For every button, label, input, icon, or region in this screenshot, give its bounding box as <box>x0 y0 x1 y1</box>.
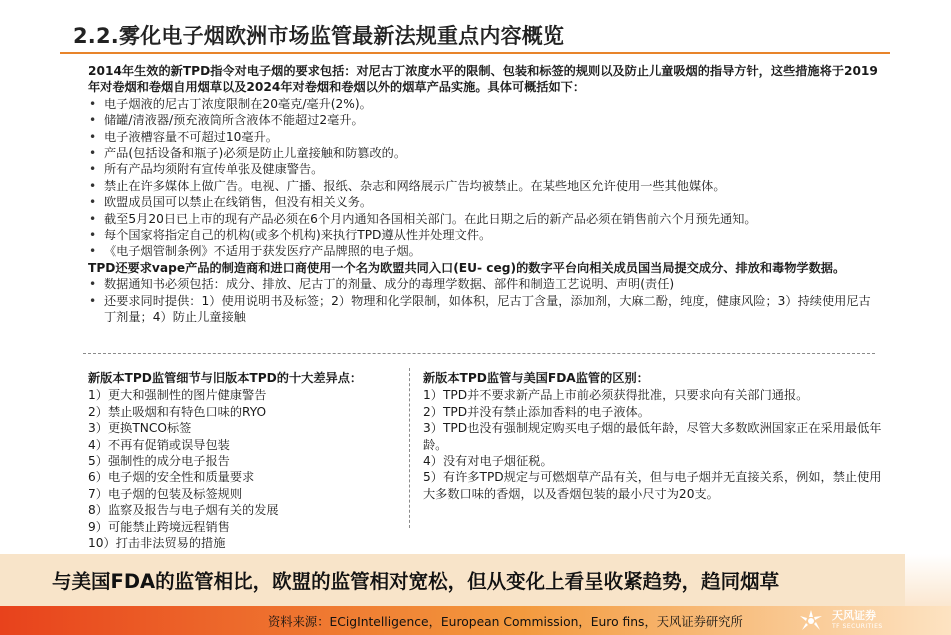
list-item: 1）TPD并不要求新产品上市前必须获得批准，只要求向有关部门通报。 <box>423 388 809 403</box>
list-item: • 电子液槽容量不可超过10毫升。 <box>88 129 878 145</box>
list-item: • 储罐/清液器/预充液筒所含液体不能超过2毫升。 <box>88 112 878 128</box>
column-divider <box>409 368 410 528</box>
list-item: 10）打击非法贸易的措施 <box>88 536 226 551</box>
tpd-eu-ceg-list <box>88 276 878 325</box>
list-item: • 截至5月20日已上市的现有产品必须在6个月内通知各国相关部门。在此日期之后的新产品必须在销售前六个月预先通知。 <box>88 211 878 227</box>
list-item: 2）禁止吸烟和有特色口味的RYO <box>88 404 267 419</box>
list-item: • 《电子烟管制条例》不适用于获发医疗产品牌照的电子烟。 <box>88 243 878 259</box>
list-item: • 欧盟成员国可以禁止在线销售，但没有相关义务。 <box>88 194 878 210</box>
tpd-vs-fda-heading: 新版本TPD监管与美国FDA监管的区别： <box>423 371 649 385</box>
company-logo <box>796 606 936 635</box>
list-item: 5）强制性的成分电子报告 <box>88 454 230 469</box>
list-item: • 每个国家将指定自己的机构(或多个机构)来执行TPD遵从性并处理文件。 <box>88 227 878 243</box>
list-item: • 产品(包括设备和瓶子)必须是防止儿童接触和防篡改的。 <box>88 145 878 161</box>
list-item: 8）监察及报告与电子烟有关的发展 <box>88 503 279 518</box>
source-note: 资料来源：ECigIntelligence，European Commission，Euro fins，天风证券研究所 <box>268 615 743 629</box>
tpd-differences-column <box>88 370 403 555</box>
list-item: 1）更大和强制性的图片健康警告 <box>88 388 267 403</box>
title-divider <box>60 52 890 54</box>
section-divider <box>83 353 875 354</box>
tf-logo-icon <box>796 608 826 634</box>
list-item: • 所有产品均须附有宣传单张及健康警告。 <box>88 161 878 177</box>
list-item: • 数据通知书必须包括：成分、排放、尼古丁的剂量、成分的毒理学数据、部件和制造工艺说明、声明(责任) <box>88 276 878 292</box>
page-title: 2.2.雾化电子烟欧洲市场监管最新法规重点内容概览 <box>73 24 565 48</box>
list-item: 3）TPD也没有强制规定购买电子烟的最低年龄，尽管大多数欧洲国家正在采用最低年龄。 <box>423 421 882 452</box>
list-item: 2）TPD并没有禁止添加香料的电子液体。 <box>423 404 650 419</box>
list-item: • 还要求同时提供：1）使用说明书及标签；2）物理和化学限制，如体积，尼古丁含量，添加剂，大麻二酚，纯度，健康风险；3）持续使用尼古丁剂量；4）防止儿童接触 <box>88 293 878 326</box>
list-item: 3）更换TNCO标签 <box>88 421 192 436</box>
tpd-intro: 2014年生效的新TPD指令对电子烟的要求包括：对尼古丁浓度水平的限制、包装和标签的规则以及防止儿童吸烟的指导方针，这些措施将于2019年对卷烟和卷烟自用烟草以及2024年对卷烟和卷烟以外的烟草产品实施。具体可概括如下： <box>88 64 878 95</box>
tpd-requirements-block <box>88 63 878 326</box>
list-item: 4）不再有促销或误导包装 <box>88 437 230 452</box>
tpd-differences-heading: 新版本TPD监管细节与旧版本TPD的十大差异点： <box>88 371 363 385</box>
logo-name-cn: 天风证券 <box>832 608 876 622</box>
list-item: 9）可能禁止跨境远程销售 <box>88 519 230 534</box>
list-item: 5）有许多TPD规定与可燃烟草产品有关，但与电子烟并无直接关系，例如，禁止使用大多数口味的香烟，以及香烟包装的最小尺寸为20支。 <box>423 470 882 501</box>
list-item: 4）没有对电子烟征税。 <box>423 454 553 469</box>
list-item: 7）电子烟的包装及标签规则 <box>88 486 243 501</box>
list-item: • 禁止在许多媒体上做广告。电视、广播、报纸、杂志和网络展示广告均被禁止。在某些地区允许使用一些其他媒体。 <box>88 178 878 194</box>
list-item: • 电子烟液的尼古丁浓度限制在20毫克/毫升(2%)。 <box>88 96 878 112</box>
banner-fade <box>905 554 951 606</box>
tpd-vs-fda-column <box>423 370 883 502</box>
logo-name-en: TF SECURITIES <box>832 622 883 630</box>
list-item: 6）电子烟的安全性和质量要求 <box>88 470 255 485</box>
logo-text <box>832 610 883 632</box>
tpd-eu-ceg-requirement: TPD还要求vape产品的制造商和进口商使用一个名为欧盟共同入口(EU- ceg)的数字平台向相关成员国当局提交成分、排放和毒物学数据。 <box>88 260 846 275</box>
conclusion-text: 与美国FDA的监管相比，欧盟的监管相对宽松，但从变化上看呈收紧趋势，趋同烟草 <box>52 570 780 593</box>
tpd-requirements-list <box>88 96 878 260</box>
